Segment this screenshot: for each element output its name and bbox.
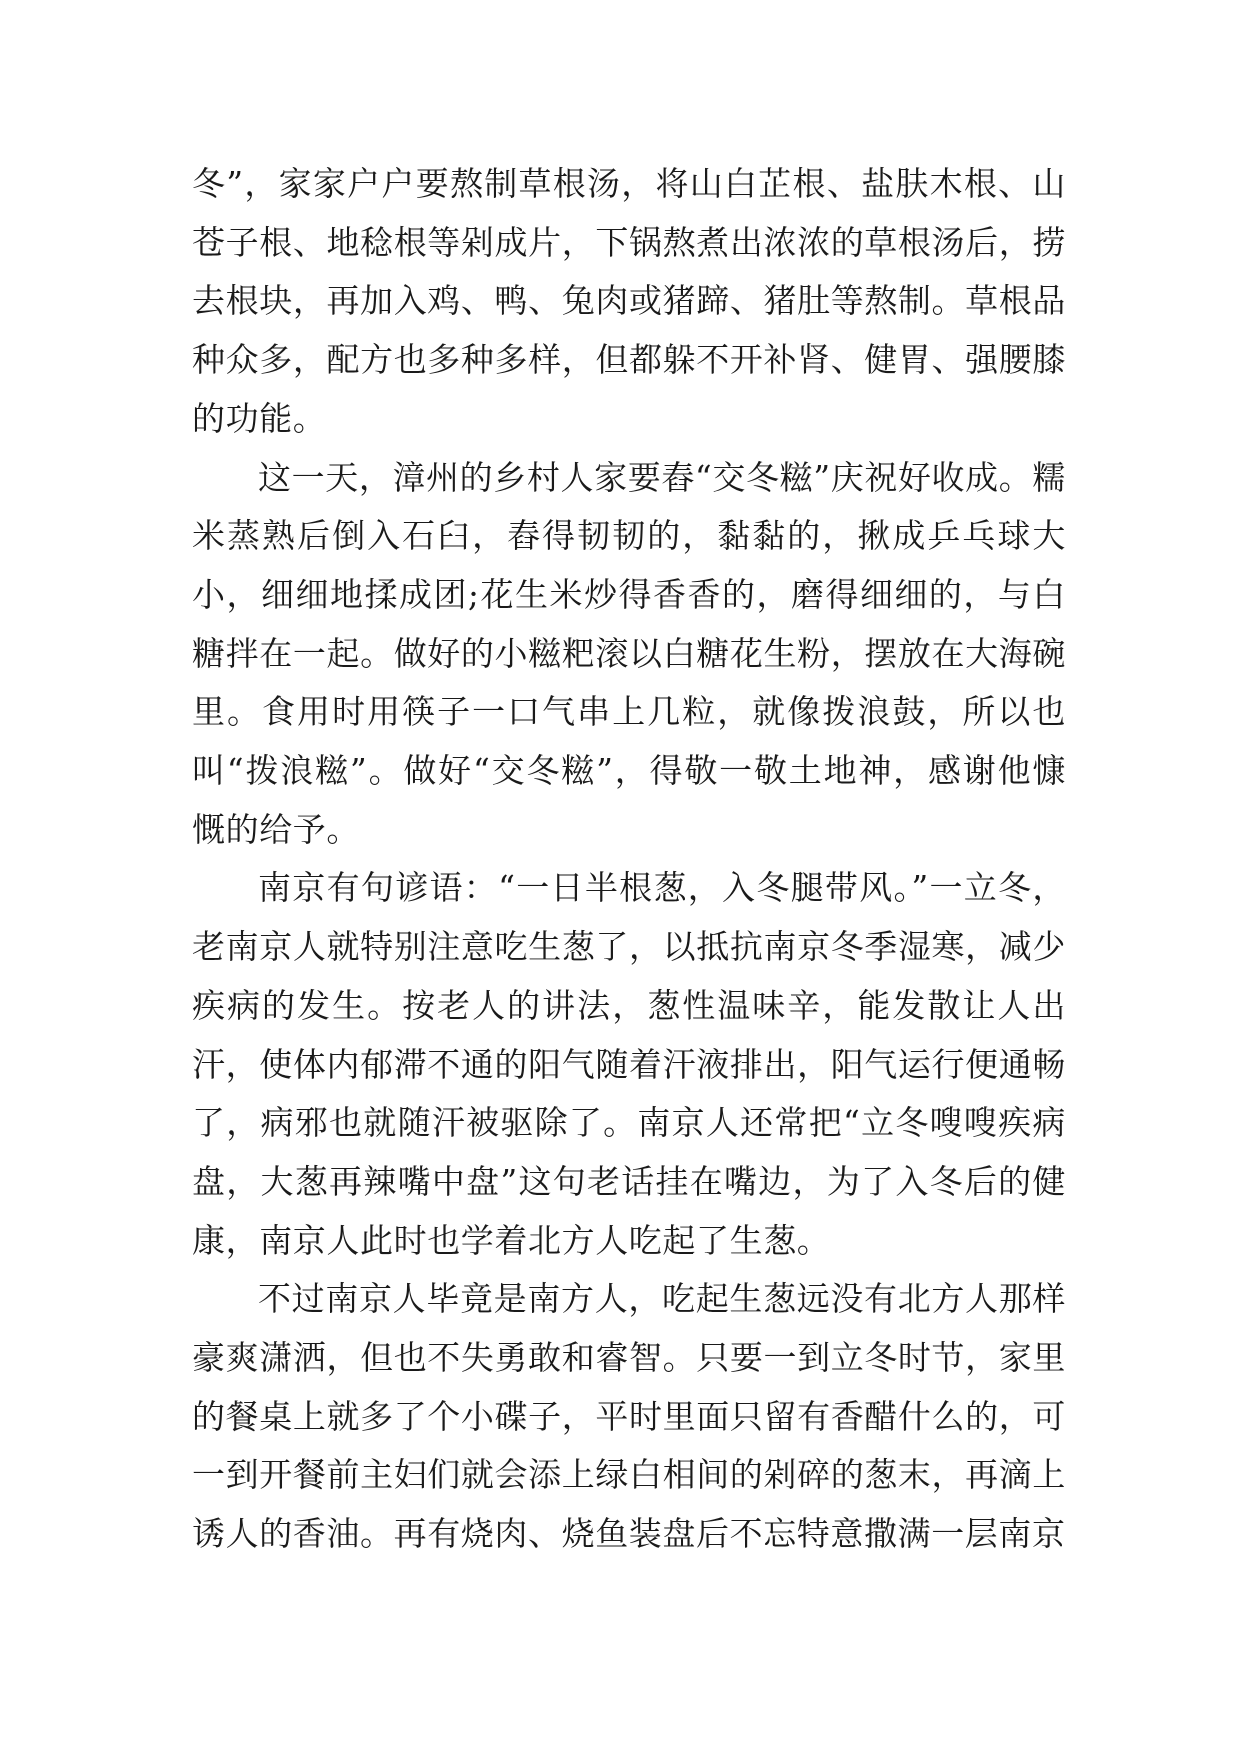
paragraph-2: 这一天，漳州的乡村人家要舂“交冬糍”庆祝好收成。糯米蒸熟后倒入石臼，舂得韧韧的，黏黏的，揪成乒乓球大小，细细地揉成团;花生米炒得香香的，磨得细细的，与白糖拌在一起。做好的小糍粑滚以白糖花生粉，摆放在大海碗里。食用时用筷子一口气串上几粒，就像拨浪鼓，所以也叫“拨浪糍”。做好“交冬糍”，得敬一敬土地神，感谢他慷慨的给予。 <box>192 457 1066 849</box>
paragraph-4: 不过南京人毕竟是南方人，吃起生葱远没有北方人那样豪爽潇洒，但也不失勇敢和睿智。只要一到立冬时节，家里的餐桌上就多了个小碟子，平时里面只留有香醋什么的，可一到开餐前主妇们就会添上绿白相间的剁碎的葱末，再滴上诱人的香油。再有烧肉、烧鱼装盘后不忘特意撒满一层南京 <box>192 1279 1066 1554</box>
paragraph-1: 冬”，家家户户要熬制草根汤，将山白芷根、盐肤木根、山苍子根、地稔根等剁成片，下锅熬煮出浓浓的草根汤后，捞去根块，再加入鸡、鸭、兔肉或猪蹄、猪肚等熬制。草根品种众多，配方也多种多样，但都躲不开补肾、健胃、强腰膝的功能。 <box>192 164 1066 438</box>
article-body <box>192 155 1066 1564</box>
paragraph-3: 南京有句谚语：“一日半根葱，入冬腿带风。”一立冬，老南京人就特别注意吃生葱了，以抵抗南京冬季湿寒，减少疾病的发生。按老人的讲法，葱性温味辛，能发散让人出汗，使体内郁滞不通的阳气随着汗液排出，阳气运行便通畅了，病邪也就随汗被驱除了。南京人还常把“立冬嗖嗖疾病盘，大葱再辣嘴中盘”这句老话挂在嘴边，为了入冬后的健康，南京人此时也学着北方人吃起了生葱。 <box>192 868 1066 1260</box>
